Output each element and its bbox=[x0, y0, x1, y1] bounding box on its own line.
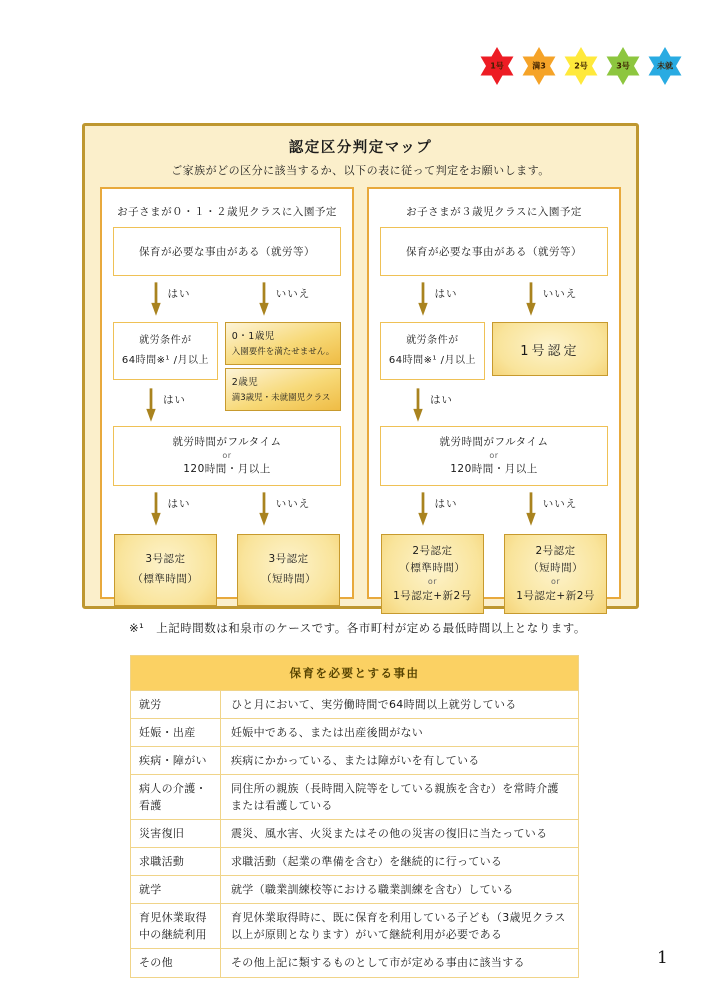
result-box-no3-standard bbox=[114, 534, 217, 606]
branch-label-no: いいえ bbox=[275, 497, 311, 510]
table-header: 保育を必要とする事由 bbox=[131, 656, 579, 691]
description-cell: 求職活動（起業の準備を含む）を継続的に行っている bbox=[221, 848, 579, 876]
result-line: 2号認定 bbox=[412, 545, 453, 558]
care-reasons-table bbox=[130, 655, 579, 978]
panel-header: お子さまが３歳児クラスに入園予定 bbox=[406, 206, 582, 218]
work-condition-line1: 就労条件が bbox=[139, 335, 192, 346]
description-cell: ひと月において、実労働時間で64時間以上就労している bbox=[221, 691, 579, 719]
branch-no bbox=[525, 281, 578, 318]
star-label: 2号 bbox=[574, 61, 588, 71]
star-label: 1号 bbox=[490, 61, 504, 71]
reason-cell: 妊娠・出産 bbox=[131, 719, 221, 747]
table-row bbox=[131, 719, 579, 747]
branch-yes bbox=[412, 387, 453, 424]
result-line: 3号認定 bbox=[268, 553, 309, 566]
description-cell: 就学（職業訓練校等における職業訓練を含む）している bbox=[221, 876, 579, 904]
page-number: 1 bbox=[657, 948, 668, 968]
result-line: （標準時間） bbox=[399, 561, 466, 574]
fulltime-line1: 就労時間がフルタイム bbox=[172, 436, 282, 448]
or-label: or bbox=[222, 451, 232, 461]
description-cell: 妊娠中である、または出産後間がない bbox=[221, 719, 579, 747]
or-label: or bbox=[550, 576, 561, 586]
description-cell: その他上記に類するものとして市が定める事由に該当する bbox=[221, 949, 579, 977]
branch-no bbox=[258, 491, 311, 528]
table-row bbox=[131, 820, 579, 848]
branch-yes bbox=[417, 491, 458, 528]
table-row bbox=[131, 876, 579, 904]
question-fulltime bbox=[113, 426, 341, 486]
fulltime-line2: 120時間・月以上 bbox=[450, 462, 538, 475]
star-label: 未就 bbox=[657, 61, 673, 71]
decision-map-container bbox=[82, 123, 639, 609]
question-work-condition bbox=[113, 322, 218, 380]
description-cell: 震災、風水害、火災またはその他の災害の復旧に当たっている bbox=[221, 820, 579, 848]
work-condition-line2: 64時間※¹ /月以上 bbox=[388, 355, 477, 366]
footnote-text: 上記時間数は和泉市のケースです。各市町村が定める最低時間以上となります。 bbox=[156, 621, 586, 635]
down-arrow-icon bbox=[417, 281, 429, 318]
star-badge-man3 bbox=[520, 47, 558, 85]
footnote bbox=[129, 620, 586, 636]
branch-label-yes: はい bbox=[429, 394, 453, 406]
branch-label-yes: はい bbox=[162, 394, 186, 406]
reason-cell: 就学 bbox=[131, 876, 221, 904]
reason-cell: 災害復旧 bbox=[131, 820, 221, 848]
result-box-no2-short bbox=[504, 534, 607, 614]
reason-cell: 育児休業取得中の継続利用 bbox=[131, 904, 221, 949]
branch-label-yes: はい bbox=[434, 497, 458, 510]
info-box-age-2 bbox=[225, 368, 341, 411]
branch-yes bbox=[145, 387, 186, 424]
description-cell: 同住所の親族（長時間入院等をしている親族を含む）を常時介護または看護している bbox=[221, 775, 579, 820]
branch-no bbox=[525, 491, 578, 528]
result-line: 1号認定+新2号 bbox=[393, 590, 472, 603]
branch-yes bbox=[150, 281, 191, 318]
star-badge-1go bbox=[478, 47, 516, 85]
description-cell: 育児休業取得時に、既に保育を利用している子ども（3歳児クラス以上が原則となります）がいて継続利用が必要である bbox=[221, 904, 579, 949]
star-label: 3号 bbox=[616, 61, 630, 71]
work-condition-line1: 就労条件が bbox=[406, 335, 459, 346]
result-box-no1: 1号認定 bbox=[492, 322, 608, 376]
table-row bbox=[131, 775, 579, 820]
star-label: 満3 bbox=[532, 61, 546, 71]
down-arrow-icon bbox=[145, 387, 157, 424]
question-care-reason: 保育が必要な事由がある（就労等） bbox=[380, 227, 608, 276]
down-arrow-icon bbox=[417, 491, 429, 528]
result-line: 2号認定 bbox=[535, 545, 576, 558]
fulltime-line2: 120時間・月以上 bbox=[183, 462, 271, 475]
reason-cell: 病人の介護・看護 bbox=[131, 775, 221, 820]
table-row bbox=[131, 747, 579, 775]
or-label: or bbox=[489, 451, 499, 461]
result-box-no3-short bbox=[237, 534, 340, 606]
panel-age-3 bbox=[367, 187, 621, 603]
down-arrow-icon bbox=[525, 281, 537, 318]
footnote-marker: ※¹ bbox=[129, 621, 145, 635]
table-header-row bbox=[131, 656, 579, 691]
work-condition-line2: 64時間※¹ /月以上 bbox=[121, 355, 210, 366]
star-badge-mishu bbox=[646, 47, 684, 85]
table-row bbox=[131, 904, 579, 949]
panel-header: お子さまが０・１・２歳児クラスに入園予定 bbox=[117, 206, 337, 218]
down-arrow-icon bbox=[258, 491, 270, 528]
question-work-condition bbox=[380, 322, 485, 380]
branch-label-no: いいえ bbox=[542, 287, 578, 300]
map-title: 認定区分判定マップ bbox=[288, 140, 433, 156]
result-line: 3号認定 bbox=[145, 553, 186, 566]
panel-age-0-1-2 bbox=[100, 187, 354, 599]
branch-label-yes: はい bbox=[167, 287, 191, 300]
branch-label-yes: はい bbox=[434, 287, 458, 300]
table-row bbox=[131, 691, 579, 719]
info-title: 2歳児 bbox=[231, 377, 259, 388]
down-arrow-icon bbox=[150, 281, 162, 318]
certification-star-badges bbox=[478, 47, 684, 85]
result-line: （標準時間） bbox=[132, 573, 199, 586]
branch-label-no: いいえ bbox=[542, 497, 578, 510]
map-subtitle: ご家族がどの区分に該当するか、以下の表に従って判定をお願いします。 bbox=[171, 164, 550, 177]
star-badge-2go bbox=[562, 47, 600, 85]
info-body: 満3歳児・未就園児クラス bbox=[231, 393, 331, 403]
reason-cell: 疾病・障がい bbox=[131, 747, 221, 775]
branch-label-no: いいえ bbox=[275, 287, 311, 300]
info-box-age-0-1 bbox=[225, 322, 341, 365]
star-badge-3go bbox=[604, 47, 642, 85]
down-arrow-icon bbox=[150, 491, 162, 528]
info-title: 0・1歳児 bbox=[231, 331, 275, 342]
description-cell: 疾病にかかっている、または障がいを有している bbox=[221, 747, 579, 775]
table-row bbox=[131, 848, 579, 876]
or-label: or bbox=[427, 576, 437, 586]
result-line: （短時間） bbox=[261, 573, 317, 586]
reason-cell: 就労 bbox=[131, 691, 221, 719]
reason-cell: その他 bbox=[131, 949, 221, 977]
question-fulltime bbox=[380, 426, 608, 486]
result-line: 1号認定+新2号 bbox=[516, 590, 595, 603]
result-box-no2-standard bbox=[381, 534, 484, 614]
question-care-reason: 保育が必要な事由がある（就労等） bbox=[113, 227, 341, 276]
table-row bbox=[131, 949, 579, 977]
result-line: （短時間） bbox=[528, 561, 584, 574]
down-arrow-icon bbox=[525, 491, 537, 528]
fulltime-line1: 就労時間がフルタイム bbox=[439, 436, 549, 448]
reason-cell: 求職活動 bbox=[131, 848, 221, 876]
branch-label-yes: はい bbox=[167, 497, 191, 510]
branch-no bbox=[258, 281, 311, 318]
info-body: 入園要件を満たせません。 bbox=[231, 347, 335, 357]
branch-yes bbox=[150, 491, 191, 528]
down-arrow-icon bbox=[258, 281, 270, 318]
down-arrow-icon bbox=[412, 387, 424, 424]
branch-yes bbox=[417, 281, 458, 318]
